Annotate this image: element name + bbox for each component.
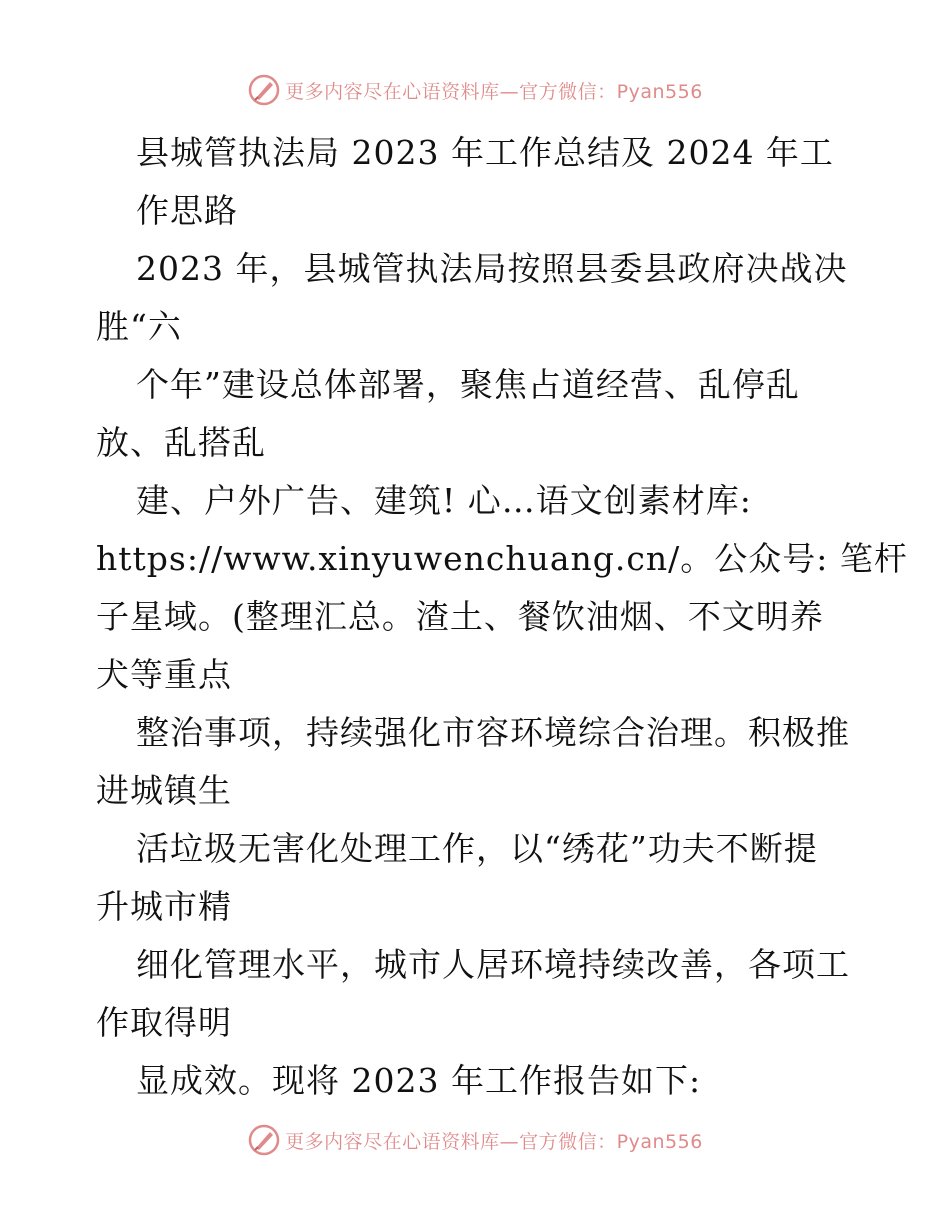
paragraph-line: 胜“六: [96, 307, 182, 346]
paragraph-line: 整治事项，持续强化市容环境综合治理。积极推: [136, 713, 850, 752]
header-watermark-banner: [0, 70, 950, 110]
paragraph-line: 犬等重点: [96, 655, 232, 694]
paragraph-line: 子星域。(整理汇总。渣土、餐饮油烟、不文明养: [96, 597, 824, 636]
paragraph-line: 个年”建设总体部署，聚焦占道经营、乱停乱: [136, 365, 800, 404]
watermark-text: 更多内容尽在心语资料库—官方微信：Pyan556: [285, 1130, 703, 1153]
quill-logo-icon: [247, 1123, 281, 1157]
paragraph-line-url: https://www.xinyuwenchuang.cn/。公众号: 笔杆: [96, 539, 908, 578]
watermark-text: 更多内容尽在心语资料库—官方微信：Pyan556: [285, 80, 703, 103]
paragraph-line: 2023 年，县城管执法局按照县委县政府决战决: [136, 249, 848, 288]
paragraph-line: 进城镇生: [96, 771, 232, 810]
paragraph-line: 作取得明: [96, 1003, 232, 1042]
doc-title-line-1: 县城管执法局 2023 年工作总结及 2024 年工: [136, 133, 834, 172]
paragraph-line: 细化管理水平，城市人居环境持续改善，各项工: [136, 945, 850, 984]
paragraph-line: 建、户外广告、建筑! 心…语文创素材库:: [136, 481, 752, 520]
quill-logo-icon: [247, 73, 281, 107]
paragraph-line: 升城市精: [96, 887, 232, 926]
paragraph-line: 显成效。现将 2023 年工作报告如下:: [136, 1061, 702, 1100]
paragraph-line: 活垃圾无害化处理工作，以“绣花”功夫不断提: [136, 829, 818, 868]
doc-title-line-2: 作思路: [136, 191, 238, 230]
paragraph-line: 放、乱搭乱: [96, 423, 266, 462]
footer-watermark-banner: [0, 1120, 950, 1160]
